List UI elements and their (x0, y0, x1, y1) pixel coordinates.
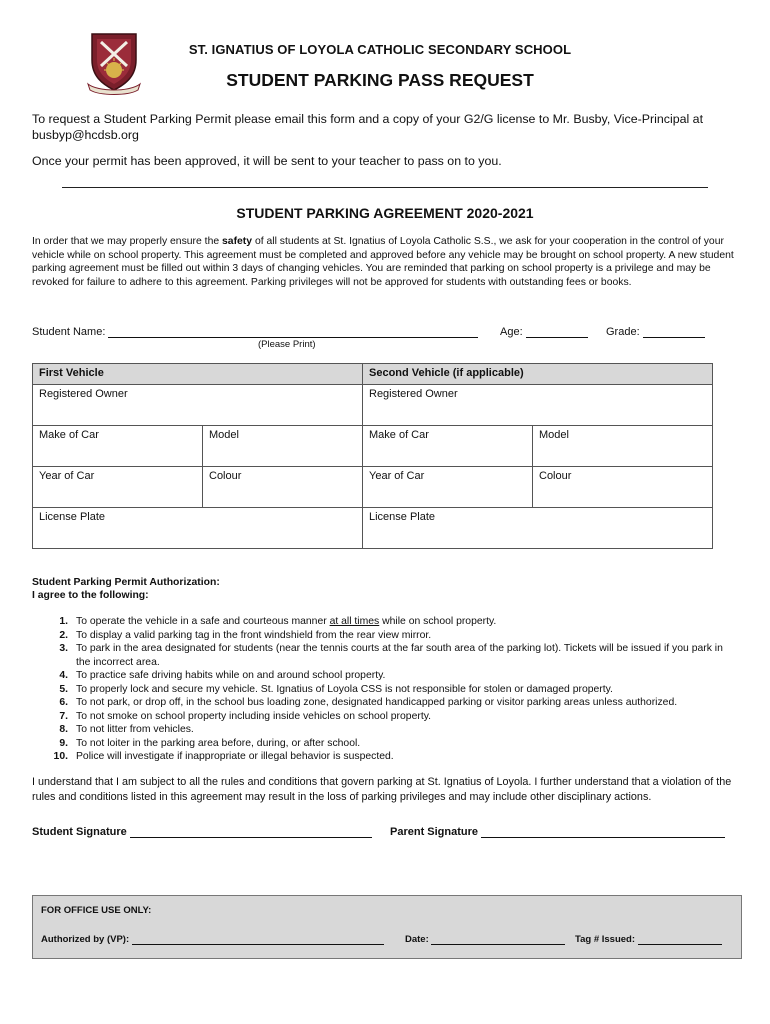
authorization-subtitle: I agree to the following: (32, 590, 149, 601)
rule-number: 1. (59, 616, 68, 627)
second-registered-owner-cell[interactable]: Registered Owner (363, 385, 713, 426)
office-use-box (32, 895, 742, 959)
rule-number: 8. (59, 724, 68, 735)
parent-signature-field[interactable] (390, 826, 725, 838)
authorization-heading (32, 576, 220, 602)
intro-request-text: To request a Student Parking Permit please email this form and a copy of your G2/G license to Mr. Busby, Vice-Principal at busbyp@hcdsb.org (32, 112, 704, 142)
second-year-cell[interactable]: Year of Car (363, 467, 533, 508)
rule-item (32, 683, 738, 697)
rule-item (32, 737, 738, 751)
student-name-field[interactable] (32, 326, 478, 338)
age-field[interactable] (500, 326, 588, 338)
rule-number: 7. (59, 710, 68, 722)
rule-text-part: while on school property. (379, 616, 497, 627)
agreement-text (32, 235, 738, 289)
intro-approved-text: Once your permit has been approved, it will be sent to your teacher to pass on to you. (32, 154, 502, 168)
rule-text-underlined: at all times (329, 616, 380, 627)
student-signature-blank[interactable] (130, 826, 372, 838)
rule-item (32, 750, 738, 764)
rule-text-part: To operate the vehicle in a safe and courteous manner (76, 616, 330, 627)
authorized-by-field[interactable] (41, 933, 384, 945)
age-blank[interactable] (526, 326, 588, 338)
rule-item (32, 629, 738, 643)
separator-rule (62, 187, 708, 188)
table-row (33, 467, 713, 508)
rule-number: 3. (59, 643, 68, 654)
authorization-title: Student Parking Permit Authorization: (32, 577, 220, 588)
agreement-title: STUDENT PARKING AGREEMENT 2020-2021 (236, 205, 534, 221)
school-crest-logo (86, 30, 142, 96)
tag-issued-label: Tag # Issued: (575, 934, 636, 945)
first-year-cell[interactable]: Year of Car (33, 467, 203, 508)
rule-number: 4. (59, 670, 68, 681)
rule-text: To not park, or drop off, in the school bus loading zone, designated handicapped parking or visitor parking areas unless authorized. (76, 697, 678, 708)
student-name-blank[interactable] (108, 326, 478, 338)
table-row (33, 508, 713, 549)
date-blank[interactable] (431, 933, 565, 945)
agreement-text-part: In order that we may properly ensure the (32, 236, 223, 247)
understand-text: I understand that I am subject to all the rules and conditions that govern parking at St. Ignatius of Loyola. I further understand that a violation of the rules and conditions listed in this agreement may result in the loss of parking privileges and may include other disciplinary actions. (32, 776, 732, 803)
agreement-text-bold: safety (222, 236, 253, 247)
parent-signature-blank[interactable] (481, 826, 725, 838)
rule-text: To park in the area designated for students (near the tennis courts at the far south area of the parking lot). Tickets will be issued if you park in the incorrect area. (76, 643, 723, 668)
parent-signature-label: Parent Signature (390, 826, 479, 838)
table-header-row (33, 364, 713, 385)
age-label: Age: (500, 326, 523, 338)
second-plate-cell[interactable]: License Plate (363, 508, 713, 549)
office-title: FOR OFFICE USE ONLY: (41, 905, 152, 916)
rule-item (32, 723, 738, 737)
form-title: STUDENT PARKING PASS REQUEST (226, 70, 534, 90)
student-signature-field[interactable] (32, 826, 372, 838)
rule-text (76, 615, 738, 629)
rule-text: To not litter from vehicles. (76, 724, 194, 735)
first-vehicle-header: First Vehicle (33, 364, 363, 385)
date-field[interactable] (405, 933, 565, 945)
rule-text: To properly lock and secure my vehicle. St. Ignatius of Loyola CSS is not responsible for stolen or damaged property. (76, 683, 613, 695)
please-print-note: (Please Print) (258, 339, 316, 350)
rule-text: To not loiter in the parking area before, during, or after school. (76, 737, 361, 749)
rule-item (32, 642, 738, 669)
student-name-label: Student Name: (32, 326, 106, 338)
rule-text: To display a valid parking tag in the front windshield from the rear view mirror. (76, 629, 432, 641)
grade-blank[interactable] (643, 326, 705, 338)
first-colour-cell[interactable]: Colour (203, 467, 363, 508)
rules-list (32, 615, 738, 764)
rule-item (32, 615, 738, 629)
rule-text: To practice safe driving habits while on and around school property. (76, 670, 386, 681)
second-make-cell[interactable]: Make of Car (363, 426, 533, 467)
vehicle-table (32, 363, 713, 549)
table-row (33, 426, 713, 467)
tag-issued-blank[interactable] (638, 933, 722, 945)
grade-label: Grade: (606, 326, 640, 338)
rule-text: Police will investigate if inappropriate or illegal behavior is suspected. (76, 751, 394, 762)
rule-item (32, 696, 738, 710)
date-label: Date: (405, 934, 429, 945)
student-signature-label: Student Signature (32, 826, 127, 838)
agreement-text-part: of all students at St. Ignatius of Loyola Catholic S.S., we ask for your cooperation in the control of your vehicle while on school property. This agreement must be completed and approved before any vehicle may be brought on school property. A new student parking agreement must be filled out within 3 days of changing vehicles. You are reminded that parking on school property is a privilege and may be revoked for failure to adhere to this agreement. Parking privileges will not be approved for students with outstanding fees or books. (32, 236, 734, 288)
rule-number: 9. (59, 737, 68, 749)
first-plate-cell[interactable]: License Plate (33, 508, 363, 549)
first-model-cell[interactable]: Model (203, 426, 363, 467)
grade-field[interactable] (606, 326, 705, 338)
school-name: ST. IGNATIUS OF LOYOLA CATHOLIC SECONDARY SCHOOL (188, 42, 572, 57)
tag-issued-field[interactable] (575, 933, 722, 945)
table-row (33, 385, 713, 426)
rule-text: To not smoke on school property including inside vehicles on school property. (76, 710, 432, 722)
second-model-cell[interactable]: Model (533, 426, 713, 467)
rule-item (32, 669, 738, 683)
rule-number: 5. (59, 683, 68, 695)
rule-number: 2. (59, 629, 68, 641)
authorized-by-label: Authorized by (VP): (41, 934, 130, 945)
second-colour-cell[interactable]: Colour (533, 467, 713, 508)
rule-number: 6. (59, 697, 68, 708)
authorized-by-blank[interactable] (132, 933, 384, 945)
first-registered-owner-cell[interactable]: Registered Owner (33, 385, 363, 426)
first-make-cell[interactable]: Make of Car (33, 426, 203, 467)
second-vehicle-header: Second Vehicle (if applicable) (363, 364, 713, 385)
rule-item (32, 710, 738, 724)
rule-number: 10. (53, 751, 68, 762)
